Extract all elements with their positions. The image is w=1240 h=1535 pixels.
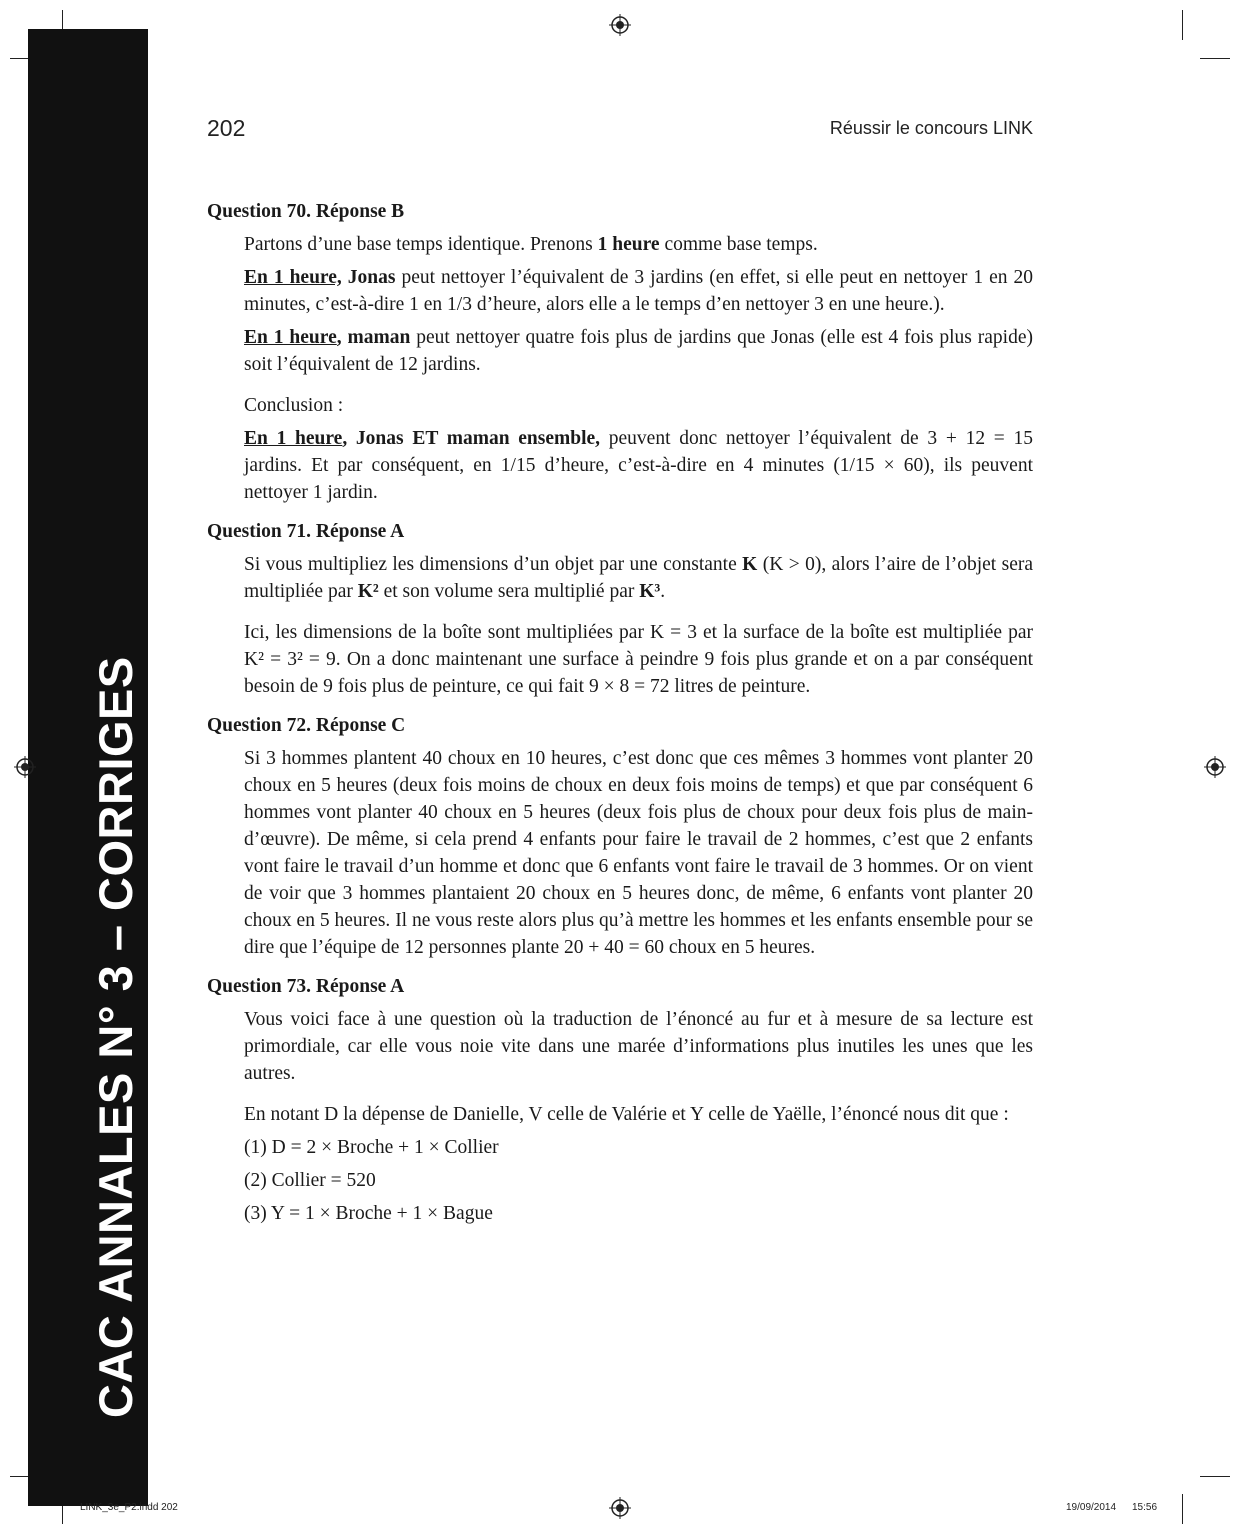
text: peut nettoyer quatre fois plus de jardins que Jonas (elle est 4 fois plus rapide) soit l’équivalent de 12 jardins.	[244, 327, 1033, 375]
page-number: 202	[207, 115, 246, 141]
text: Partons d’une base temps identique. Prenons	[244, 234, 598, 255]
crop-mark	[1182, 10, 1183, 40]
text: peuvent donc nettoyer l’équivalent de 3 + 12 = 15 jardins. Et par conséquent, en 1/15 d’heure, c’est-à-dire en 4 minutes (1/15 × 60), ils peuvent nettoyer 1 jardin.	[244, 428, 1033, 503]
footer-time: 15:56	[1132, 1502, 1158, 1513]
list-item: (1) D = 2 × Broche + 1 × Collier	[244, 1137, 499, 1158]
bold-text: , Jonas ET maman ensemble,	[342, 428, 601, 449]
paragraph: En notant D la dépense de Danielle, V celle de Valérie et Y celle de Yaëlle, l’énoncé nous dit que :	[244, 1104, 1009, 1125]
registration-mark-icon	[14, 756, 36, 778]
question-72	[207, 712, 1033, 961]
paragraph: Si 3 hommes plantent 40 choux en 10 heures, c’est donc que ces mêmes 3 hommes vont planter 20 choux en 5 heures (deux fois moins de choux en deux fois moins de temps) et que par conséquent 6 hommes vont planter 40 choux en 5 heures (deux fois plus de choux pour deux fois plus de main-d’œuvre). De même, si cela prend 4 enfants pour faire le travail de 2 hommes, c’est que 2 enfants vont faire le travail d’un homme et donc que 6 enfants vont faire le travail de 3 hommes. Or on vient de voir que 3 hommes plantaient 20 choux en 5 heures donc, de même, 6 enfants vont planter 20 choux en 5 heures. Il ne vous reste alors plus qu’à mettre les hommes et les enfants ensemble pour se dire que l’équipe de 12 personnes plante 20 + 40 = 60 choux en 5 heures.	[244, 748, 1033, 958]
crop-mark	[1182, 1494, 1183, 1524]
running-title: Réussir le concours LINK	[829, 118, 1033, 138]
question-title: Question 72. Réponse C	[207, 715, 406, 736]
text: comme base temps.	[659, 234, 818, 255]
question-73	[207, 973, 1033, 1227]
registration-mark-icon	[1204, 756, 1226, 778]
question-title: Question 71. Réponse A	[207, 521, 405, 542]
question-title: Question 70. Réponse B	[207, 201, 405, 222]
underlined-text: En 1 heure,	[244, 267, 342, 288]
crop-mark	[1200, 1476, 1230, 1477]
bold-text: 1 heure	[597, 234, 660, 255]
registration-mark-icon	[609, 1497, 631, 1519]
paragraph: Vous voici face à une question où la traduction de l’énoncé au fur et à mesure de sa lecture est primordiale, car elle vous noie vite dans une marée d’informations plus inutiles les unes que les autres.	[244, 1009, 1033, 1084]
crop-mark	[1200, 58, 1230, 59]
paragraph	[244, 324, 1033, 378]
text: et son volume sera multiplié par	[378, 581, 640, 602]
bold-text: K³	[639, 581, 661, 602]
text: (K > 0), alors l’aire de l’objet sera multipliée par	[244, 554, 1034, 602]
page-content	[207, 198, 1033, 1239]
paragraph	[244, 231, 1033, 258]
paragraph: Conclusion :	[244, 395, 344, 416]
bold-text: K	[742, 554, 758, 575]
registration-mark-icon	[609, 14, 631, 36]
underlined-text: En 1 heure	[244, 327, 337, 348]
list-item: (3) Y = 1 × Broche + 1 × Bague	[244, 1203, 493, 1224]
bold-text: , maman	[336, 327, 411, 348]
paragraph: Ici, les dimensions de la boîte sont multipliées par K = 3 et la surface de la boîte est multipliée par K² = 3² = 9. On a donc maintenant une surface à peindre 9 fois plus grande et on a par conséquent besoin de 9 fois plus de peinture, ce qui fait 9 × 8 = 72 litres de peinture.	[244, 622, 1033, 697]
side-band-label: CAC ANNALES N° 3 – CORRIGES	[89, 656, 142, 1418]
paragraph	[244, 425, 1033, 506]
list-item: (2) Collier = 520	[244, 1170, 376, 1191]
bold-text: Jonas	[341, 267, 396, 288]
text: Si vous multipliez les dimensions d’un objet par une constante	[244, 554, 743, 575]
question-71	[207, 518, 1033, 700]
question-title: Question 73. Réponse A	[207, 976, 405, 997]
text: .	[660, 581, 666, 602]
text: peut nettoyer l’équivalent de 3 jardins (en effet, si elle peut en nettoyer 1 en 20 minutes, c’est-à-dire 1 en 1/3 d’heure, alors elle a le temps d’en nettoyer 3 en une heure.).	[244, 267, 1034, 315]
bold-text: K²	[357, 581, 379, 602]
paragraph	[244, 264, 1033, 318]
paragraph	[244, 551, 1033, 605]
underlined-text: En 1 heure	[244, 428, 343, 449]
question-70	[207, 198, 1033, 506]
footer-file: LINK_3e_P2.indd 202	[80, 1502, 178, 1513]
footer-date: 19/09/2014	[1066, 1502, 1117, 1513]
